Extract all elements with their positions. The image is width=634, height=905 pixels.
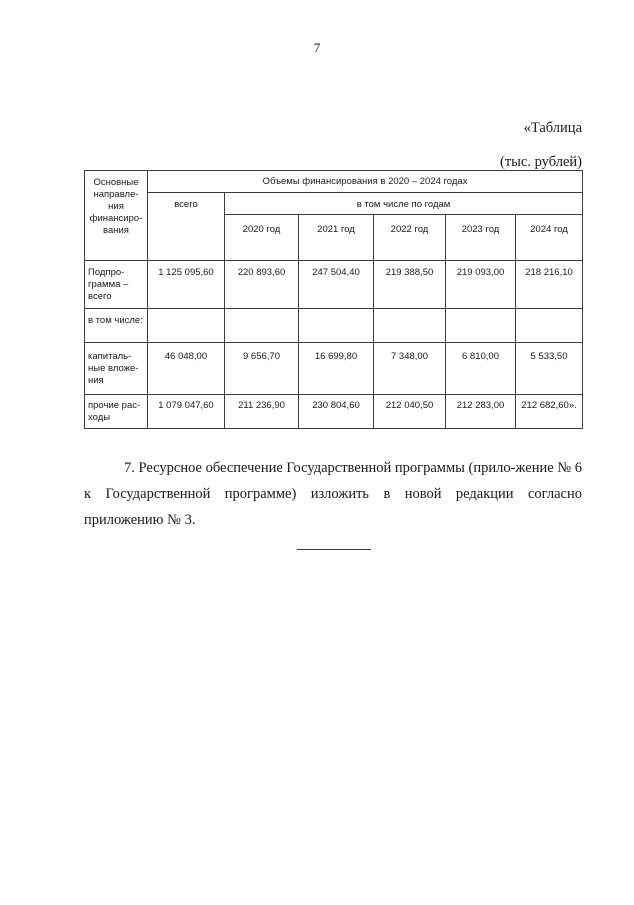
header-main-direction: Основные направле-ния финансиро-вания	[85, 171, 148, 261]
cell-value: 219 388,50	[374, 261, 446, 309]
cell-value: 211 236,90	[225, 395, 299, 429]
cell-value: 218 216,10	[516, 261, 583, 309]
cell-value: 230 804,60	[299, 395, 374, 429]
cell-value	[374, 309, 446, 343]
page-number: 7	[313, 40, 321, 55]
header-year: 2023 год	[446, 215, 516, 261]
cell-value	[299, 309, 374, 343]
table-row	[85, 343, 583, 395]
table-row	[85, 309, 583, 343]
header-year: 2022 год	[374, 215, 446, 261]
cell-value: 220 893,60	[225, 261, 299, 309]
header-year: 2021 год	[299, 215, 374, 261]
header-by-year: в том числе по годам	[225, 193, 583, 215]
cell-total: 1 079 047,60	[148, 395, 225, 429]
cell-value	[446, 309, 516, 343]
row-label: капиталь-ные вложе-ния	[85, 343, 148, 395]
cell-total	[148, 309, 225, 343]
header-year: 2020 год	[225, 215, 299, 261]
cell-value: 6 810,00	[446, 343, 516, 395]
header-volume: Объемы финансирования в 2020 – 2024 годах	[148, 171, 583, 193]
cell-value: 7 348,00	[374, 343, 446, 395]
cell-total: 1 125 095,60	[148, 261, 225, 309]
body-paragraph: 7. Ресурсное обеспечение Государственной программы (прило-жение № 6 к Государственной программе) изложить в новой редакции согласно приложению № 3.	[84, 460, 582, 528]
cell-value	[516, 309, 583, 343]
cell-value: 212 283,00	[446, 395, 516, 429]
cell-total: 46 048,00	[148, 343, 225, 395]
financing-table	[84, 170, 583, 429]
row-label: Подпро-грамма – всего	[85, 261, 148, 309]
row-label: прочие рас-ходы	[85, 395, 148, 429]
header-year: 2024 год	[516, 215, 583, 261]
cell-value: 16 699,80	[299, 343, 374, 395]
cell-value: 247 504,40	[299, 261, 374, 309]
table-row	[85, 395, 583, 429]
cell-value: 219 093,00	[446, 261, 516, 309]
cell-value	[225, 309, 299, 343]
cell-value: 212 682,60».	[516, 395, 583, 429]
end-divider	[297, 549, 371, 550]
cell-value: 5 533,50	[516, 343, 583, 395]
table-row	[85, 261, 583, 309]
cell-value: 212 040,50	[374, 395, 446, 429]
header-total: всего	[148, 193, 225, 261]
table-caption: «Таблица	[523, 120, 582, 136]
table-units: (тыс. рублей)	[500, 154, 582, 170]
cell-value: 9 656,70	[225, 343, 299, 395]
row-label: в том числе:	[85, 309, 148, 343]
